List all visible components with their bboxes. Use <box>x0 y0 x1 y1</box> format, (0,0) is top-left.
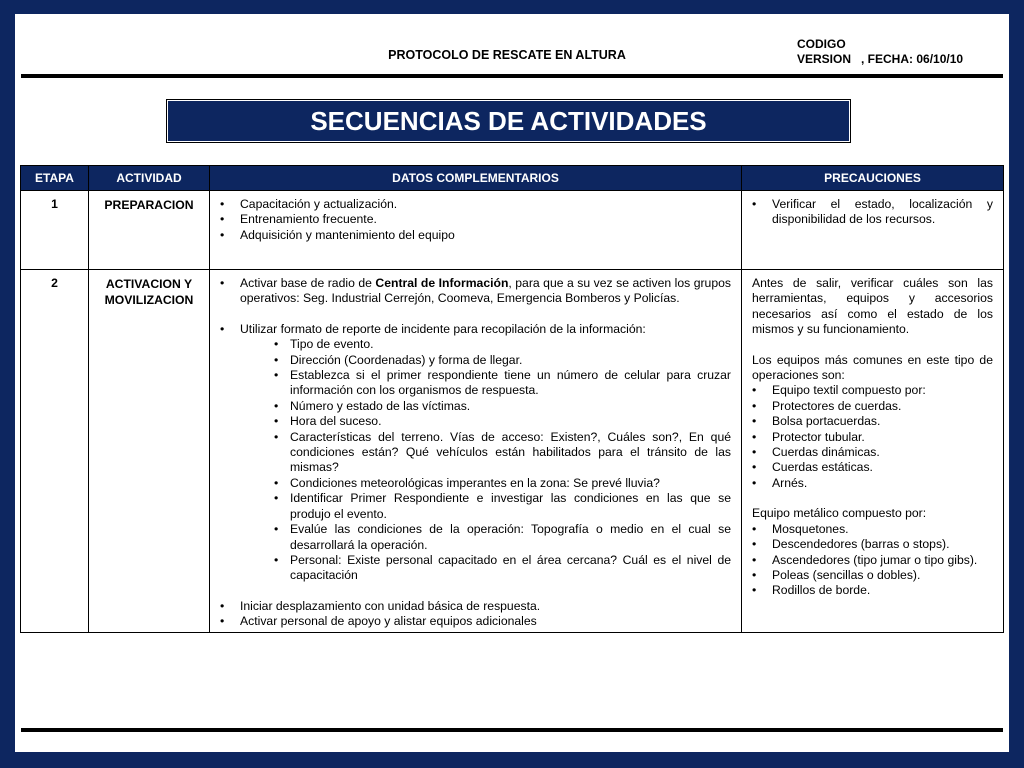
list-item: • Cuerdas dinámicas. <box>752 445 993 460</box>
activities-table <box>20 165 1004 633</box>
table-header-row <box>21 166 1004 191</box>
version-fecha-line <box>797 52 963 67</box>
precauciones-cell <box>742 270 1004 633</box>
codigo-label: CODIGO <box>797 37 846 51</box>
list-item: • Entrenamiento frecuente. <box>220 212 731 227</box>
sub-list-item: • Condiciones meteorológicas imperantes en la zona: Se prevé lluvia? <box>220 476 731 491</box>
datos-list <box>220 322 731 337</box>
table-row <box>21 191 1004 270</box>
sub-list-item: • Hora del suceso. <box>220 414 731 429</box>
sub-list-item: • Establezca si el primer respondiente tiene un número de celular para cruzar información con los organismos de respuesta. <box>220 368 731 399</box>
actividad-cell: PREPARACION <box>89 191 210 270</box>
list-item: • Protectores de cuerdas. <box>752 399 993 414</box>
sub-list-item: • Características del terreno. Vías de acceso: Existen?, Cuáles son?, En qué condiciones están? Qué vehículos están habilitados para el tránsito de las mismas? <box>220 430 731 476</box>
datos-list <box>220 276 731 307</box>
sub-list-item: • Número y estado de las víctimas. <box>220 399 731 414</box>
precauciones-list <box>752 197 993 228</box>
list-item: • Descendedores (barras o stops). <box>752 537 993 552</box>
datos-cell <box>210 191 742 270</box>
header-precauciones: PRECAUCIONES <box>742 166 1004 191</box>
slide <box>15 14 1009 752</box>
text-run: Activar base de radio de <box>240 276 376 290</box>
precaucion-paragraph: Los equipos más comunes en este tipo de operaciones son: <box>752 352 993 383</box>
sub-list-item: • Dirección (Coordenadas) y forma de llegar. <box>220 353 731 368</box>
list-item: • Verificar el estado, localización y disponibilidad de los recursos. <box>752 197 993 228</box>
central-informacion-text: Central de Información <box>375 276 509 290</box>
list-item: • Equipo textil compuesto por: <box>752 383 993 398</box>
list-item: • Mosquetones. <box>752 522 993 537</box>
actividad-cell: ACTIVACION Y MOVILIZACION <box>89 270 210 633</box>
datos-cell <box>210 270 742 633</box>
list-item: • Poleas (sencillas o dobles). <box>752 568 993 583</box>
text-run: , para que a su vez se activen los grupos operativos: Seg. Industrial Cerrejón, Coomeva, Emergencia Bomberos y Policías. <box>240 276 731 306</box>
list-item: • Iniciar desplazamiento con unidad básica de respuesta. <box>220 599 731 614</box>
sub-list-item: • Personal: Existe personal capacitado en el área cercana? Cuál es el nivel de capacitación <box>220 553 731 584</box>
top-divider <box>21 74 1003 78</box>
document-title: PROTOCOLO DE RESCATE EN ALTURA <box>388 48 626 62</box>
precauciones-cell <box>742 191 1004 270</box>
list-item: • Protector tubular. <box>752 430 993 445</box>
version-label: VERSION <box>797 52 852 66</box>
list-item: • Arnés. <box>752 476 993 491</box>
sub-list-item: • Identificar Primer Respondiente e investigar las condiciones en las que se produjo el evento. <box>220 491 731 522</box>
header-actividad: ACTIVIDAD <box>89 166 210 191</box>
sub-list-item: • Evalúe las condiciones de la operación: Topografía o medio en el cual se desarrollará la operación. <box>220 522 731 553</box>
sub-list-item: • Tipo de evento. <box>220 337 731 352</box>
equipo-textil-list <box>752 383 993 491</box>
equipo-metalico-list <box>752 522 993 599</box>
header-etapa: ETAPA <box>21 166 89 191</box>
etapa-cell: 1 <box>21 191 89 270</box>
list-item: • Capacitación y actualización. <box>220 197 731 212</box>
precaucion-paragraph: Equipo metálico compuesto por: <box>752 506 927 521</box>
etapa-cell: 2 <box>21 270 89 633</box>
header-datos: DATOS COMPLEMENTARIOS <box>210 166 742 191</box>
fecha-text: , FECHA: 06/10/10 <box>861 52 964 66</box>
section-banner: SECUENCIAS DE ACTIVIDADES <box>166 99 851 143</box>
list-item: • Adquisición y mantenimiento del equipo <box>220 228 731 243</box>
datos-list <box>220 197 731 243</box>
bottom-divider <box>21 728 1003 732</box>
datos-list <box>220 599 731 630</box>
list-item: • Rodillos de borde. <box>752 583 993 598</box>
list-item: • Bolsa portacuerdas. <box>752 414 993 429</box>
precaucion-paragraph: Antes de salir, verificar cuáles son las herramientas, equipos y accesorios necesarios así como el estado de los mismos y su funcionamiento. <box>752 276 993 337</box>
list-item: • Ascendedores (tipo jumar o tipo gibs). <box>752 553 993 568</box>
list-item <box>220 276 731 307</box>
list-item: • Activar personal de apoyo y alistar equipos adicionales <box>220 614 731 629</box>
datos-sublist <box>220 337 731 584</box>
table-row <box>21 270 1004 633</box>
list-item: • Utilizar formato de reporte de incidente para recopilación de la información: <box>220 322 731 337</box>
list-item: • Cuerdas estáticas. <box>752 460 993 475</box>
document-meta <box>797 37 963 67</box>
